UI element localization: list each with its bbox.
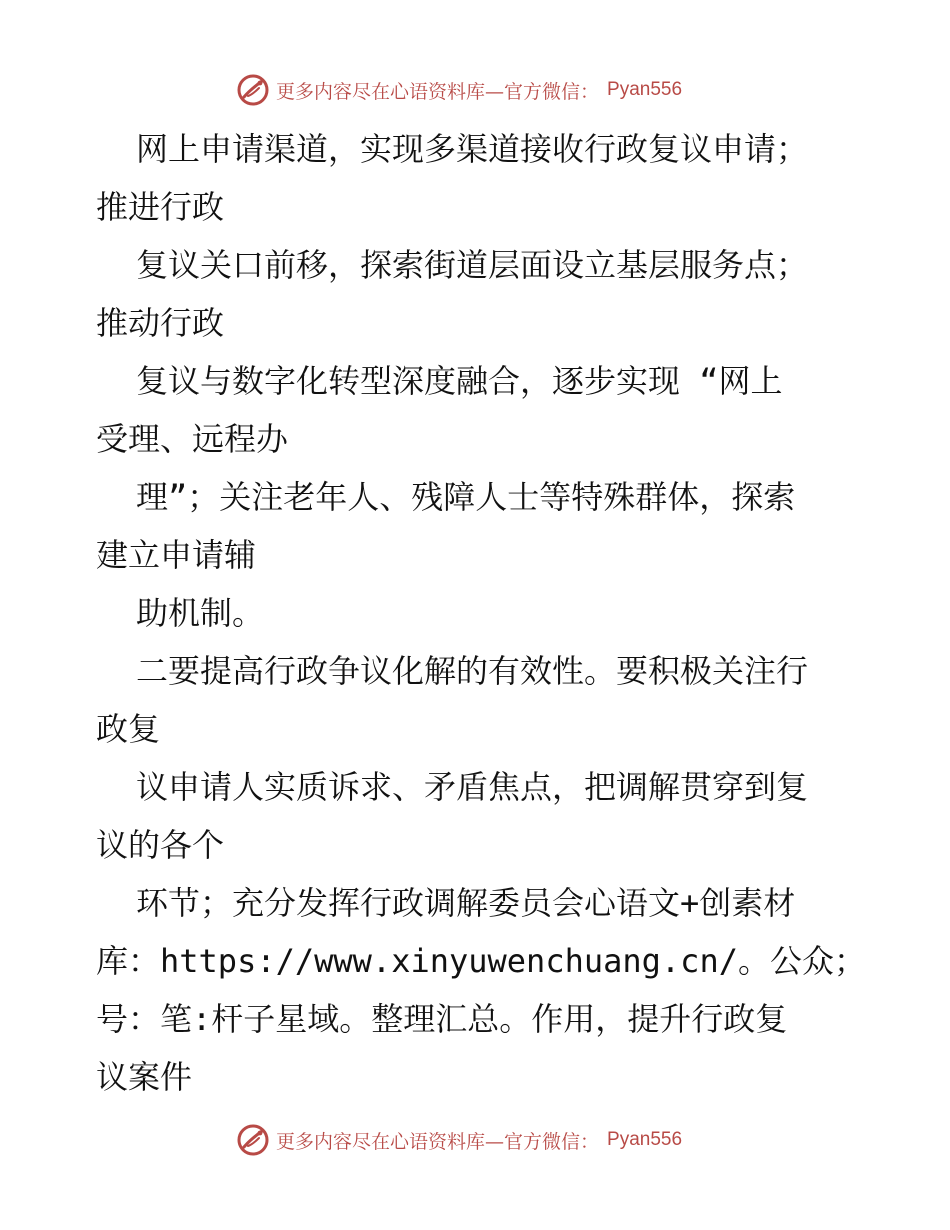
body-line: 助机制。 (136, 594, 265, 632)
brush-circle-logo-icon (236, 1123, 270, 1157)
body-line: 议的各个 (96, 826, 225, 864)
body-line: 议案件 (96, 1058, 193, 1096)
footer-banner-text: 更多内容尽在心语资料库—官方微信： (276, 1130, 600, 1153)
footer-banner (236, 1122, 716, 1158)
footer-banner-code: Pyan556 (607, 1129, 683, 1150)
body-line: 库：https://www.xinyuwenchuang.cn/。公众； (96, 942, 866, 980)
body-line: 受理、远程办 (96, 420, 289, 458)
body-line: 号：笔:杆子星域。整理汇总。作用，提升行政复 (96, 1000, 788, 1038)
header-banner-text: 更多内容尽在心语资料库—官方微信： (276, 80, 600, 103)
body-line: 政复 (96, 710, 161, 748)
brush-circle-logo-icon (236, 73, 270, 107)
body-line: 复议与数字化转型深度融合，逐步实现 “网上 (136, 362, 783, 400)
body-line: 环节；充分发挥行政调解委员会心语文+创素材 (136, 884, 796, 922)
body-line: 复议关口前移，探索街道层面设立基层服务点； (136, 246, 809, 284)
body-line: 网上申请渠道，实现多渠道接收行政复议申请； (136, 130, 809, 168)
document-body (96, 120, 876, 1106)
body-line: 推动行政 (96, 304, 225, 342)
body-line: 建立申请辅 (96, 536, 257, 574)
header-banner-code: Pyan556 (607, 79, 683, 100)
header-banner (236, 72, 716, 108)
body-line: 议申请人实质诉求、矛盾焦点，把调解贯穿到复 (136, 768, 809, 806)
body-line: 理”；关注老年人、残障人士等特殊群体，探索 (136, 478, 796, 516)
body-line: 二要提高行政争议化解的有效性。要积极关注行 (136, 652, 809, 690)
body-line: 推进行政 (96, 188, 225, 226)
